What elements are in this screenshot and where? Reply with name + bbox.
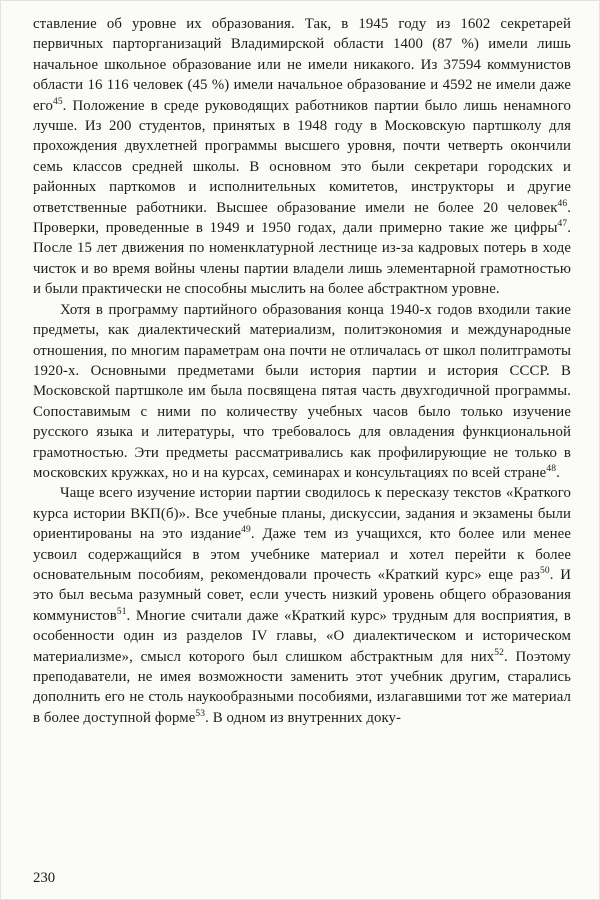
paragraph-text: . И это был весьма разумный совет, если учесть низкий уровень общего образования коммунистов [33,566,571,624]
page-number: 230 [33,870,56,886]
footnote-ref: 48 [546,464,557,475]
paragraph [33,14,571,300]
paragraph-text: . После 15 лет движения по номенклатурной лестнице из-за кадровых потерь в ходе чисток и во время войны члены партии владели лишь элементарной грамотностью и были практически не способны мыслить на более абстрактном уровне. [33,220,571,298]
footnote-ref: 45 [52,96,63,107]
text-block [33,14,571,728]
paragraph-text: ставление об уровне их образования. Так, в 1945 году из 1602 секретарей первичных парторганизаций Владимирской области 1400 (87 %) имели лишь начальное школьное образование или не имели никакого. Из 37594 коммунистов области 16 116 человек (45 %) имели начальное образование и 4592 не имели даже его [33,16,571,114]
paragraph-text: . [556,464,560,481]
paragraph-text: Чаще всего изучение истории партии сводилось к пересказу текстов «Краткого курса истории ВКП(б)». Все учебные планы, дискуссии, задания и экзамены были ориентированы на это издание [33,485,571,543]
footnote-ref: 47 [557,219,568,230]
paragraph-text: . Положение в среде руководящих работников партии было лишь ненамного лучше. Из 200 студентов, принятых в 1948 году в Московскую партшколу для прохождения двухлетней программы высшего уровня, почти четверть окончили семь классов средней школы. В основном это были секретари городских и районных парткомов и исполнительных комитетов, инструкторы и другие ответственные работники. Высшее образование имели не более 20 человек [33,97,571,216]
paragraph-text: Хотя в программу партийного образования конца 1940-х годов входили такие предметы, как диалектический материализм, политэкономия и международные отношения, по многим параметрам она почти не отличалась от школ политграмоты 1920-х. Основными предметами были история партии и история СССР. В Московской партшколе им была посвящена пятая часть двухгодичной программы. Сопоставимым с ними по количеству учебных часов было только изучение русского языка и литературы, что требовалось для овладения функциональной грамотностью. Эти предметы рассматривались как профилирующие не только в московских кружках, но и на курсах, семинарах и консультациях по всей стране [33,301,571,481]
paragraph-text: . В одном из внутренних доку- [205,709,402,726]
paragraph [33,483,571,728]
footnote-ref: 52 [494,647,504,658]
paragraph [33,300,571,484]
paragraph-text: . Поэтому преподаватели, не имея возможности заменить этот учебник другим, старались дополнить его не столь наукообразными пособиями, излагавшими тот же материал в более доступной форме [33,648,571,726]
paragraph-text: . Многие считали даже «Краткий курс» трудным для восприятия, в особенности один из разделов IV главы, «О диалектическом и историческом материализме», смысл которого был слишком абстрактным для них [33,607,571,665]
footnote-ref: 50 [540,566,550,577]
footnote-ref: 46 [557,198,568,209]
footnote-ref: 49 [241,525,251,536]
footnote-ref: 53 [195,708,206,719]
paragraph-text: . Даже тем из учащихся, кто более или менее усвоил содержащийся в этом учебнике материал и хотел перейти к более основательным пособиям, рекомендовали прочесть «Краткий курс» еще раз [33,526,571,583]
paragraph-text: . Проверки, проведенные в 1949 и 1950 годах, дали примерно такие же цифры [33,199,571,237]
footnote-ref: 51 [116,606,127,617]
